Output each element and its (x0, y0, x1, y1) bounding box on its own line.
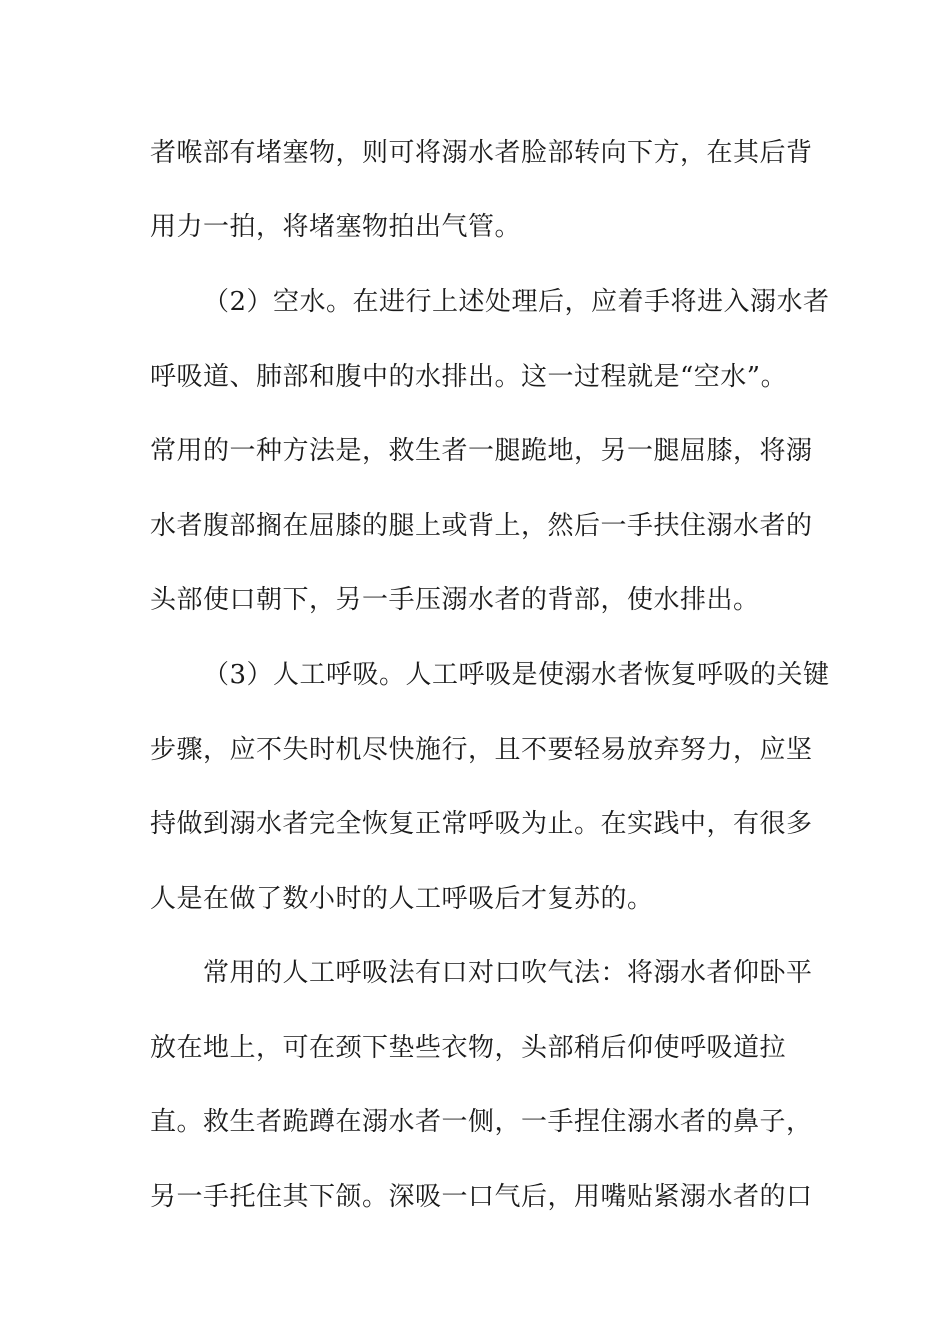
text-line: 者喉部有堵塞物，则可将溺水者脸部转向下方，在其后背 (150, 138, 813, 168)
text-line: 放在地上，可在颈下垫些衣物，头部稍后仰使呼吸道拉 (150, 1033, 787, 1063)
text-line: （3）人工呼吸。人工呼吸是使溺水者恢复呼吸的关键 (203, 660, 830, 690)
text-line: 水者腹部搁在屈膝的腿上或背上，然后一手扶住溺水者的 (150, 511, 813, 541)
text-line: 呼吸道、肺部和腹中的水排出。这一过程就是“空水”。 (150, 362, 788, 392)
text-line: 头部使口朝下，另一手压溺水者的背部，使水排出。 (150, 585, 760, 615)
text-line: 另一手托住其下颌。深吸一口气后，用嘴贴紧溺水者的口 (150, 1182, 813, 1212)
text-line: 直。救生者跪蹲在溺水者一侧，一手捏住溺水者的鼻子， (150, 1107, 813, 1137)
text-line: 用力一拍，将堵塞物拍出气管。 (150, 212, 522, 242)
text-line: 常用的一种方法是，救生者一腿跪地，另一腿屈膝，将溺 (150, 436, 813, 466)
text-line: 持做到溺水者完全恢复正常呼吸为止。在实践中，有很多 (150, 809, 813, 839)
text-line: 人是在做了数小时的人工呼吸后才复苏的。 (150, 884, 654, 914)
text-line: （2）空水。在进行上述处理后，应着手将进入溺水者 (203, 287, 830, 317)
text-line: 常用的人工呼吸法有口对口吹气法：将溺水者仰卧平 (203, 958, 813, 988)
text-line: 步骤，应不失时机尽快施行，且不要轻易放弃努力，应坚 (150, 735, 813, 765)
